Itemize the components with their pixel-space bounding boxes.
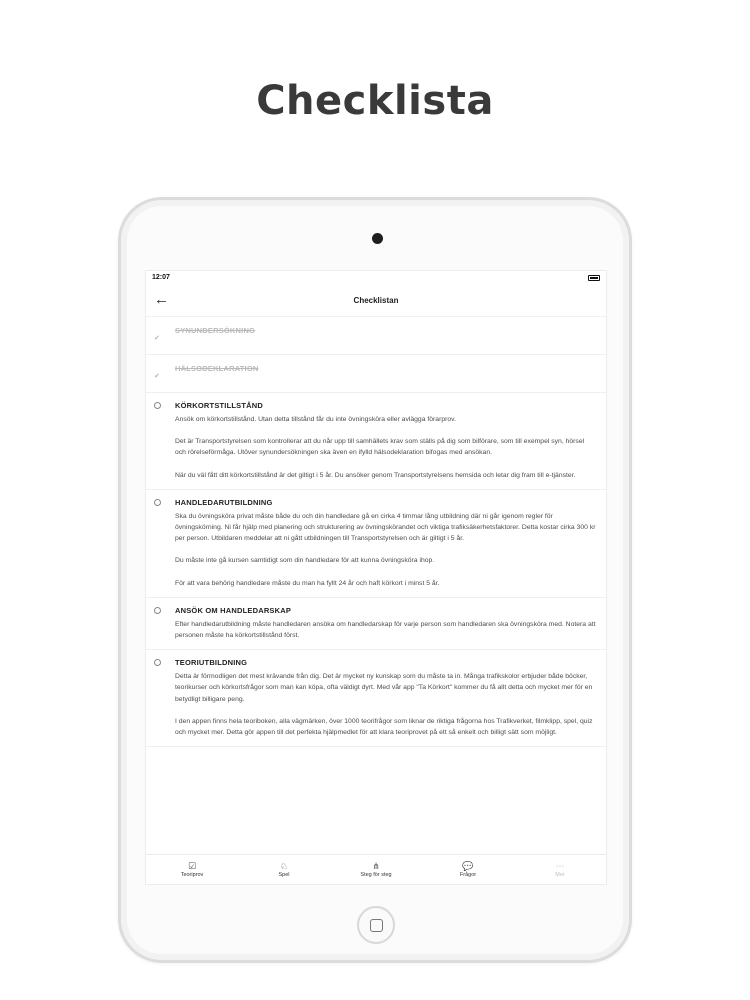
tab-label: Steg för steg <box>360 872 392 878</box>
checklist-item-korkortstillstand[interactable] <box>146 393 606 490</box>
item-paragraph: Ansök om körkortstillstånd. Utan detta tillstånd får du inte övningsköra eller avlägga förarprov. <box>175 416 456 423</box>
battery-icon <box>588 275 600 281</box>
tab-label: Frågor <box>459 872 477 878</box>
tab-fragor[interactable] <box>428 861 508 878</box>
checklist-item-handledarskap[interactable] <box>146 598 606 650</box>
mer-icon: ⋯ <box>555 861 565 871</box>
item-paragraph: I den appen finns hela teoriboken, alla vägmärken, över 1000 teorifrågor som liknar de riktiga frågorna hos Trafikverket, filmklipp, spel, quiz och mycket mer. Detta gör appen till det perfekta hjälpmedlet för att klara teoriprovet på ett så enkelt och billigt sätt som möjligt. <box>175 717 593 737</box>
checklist-item-synundersokning[interactable] <box>146 317 606 355</box>
status-bar <box>146 271 606 285</box>
item-paragraph: Detta är förmodligen det mest krävande från dig. Det är mycket ny kunskap som du måste ta in. Många trafikskolor erbjuder både böcker, teorikurser och körkortsfrågor som man kan köpa, ofta väldigt dyrt. Med vår app "Ta Körkort" kommer du få allt detta och mycket mer för en betydligt billigare peng. <box>175 673 593 703</box>
nav-title: Checklistan <box>353 296 399 305</box>
ipad-frame <box>118 197 632 963</box>
item-title: SYNUNDERSÖKNING <box>175 326 256 335</box>
unchecked-circle-icon[interactable] <box>154 499 161 506</box>
item-title: KÖRKORTSTILLSTÅND <box>175 401 263 410</box>
item-paragraph: När du väl fått ditt körkortstillstånd är det giltigt i 5 år. Du ansöker genom Transportstyrelsens hemsida och letar dig fram till e-tjänster. <box>175 471 576 479</box>
checklist-item-halsodeklaration[interactable] <box>146 355 606 393</box>
steg-icon: ⋔ <box>372 861 380 871</box>
page-headline: Checklista <box>256 78 494 124</box>
unchecked-circle-icon[interactable] <box>154 402 161 409</box>
camera-dot <box>372 233 383 244</box>
item-paragraph: Ska du övningsköra privat måste både du och din handledare gå en cirka 4 timmar lång utbildning där ni går igenom regler för övningskörning. Ni får hjälp med planering och strukturering av övningskörandet och viktiga trafiksäkerhetsfaktorer. Detta kostar cirka 300 kr per person. Utbildaren meddelar att ni gått utbildningen till Transportstyrelsen och är giltigt i 5 år. <box>175 512 596 543</box>
checked-icon[interactable]: ✔ <box>154 335 160 342</box>
spel-icon: ♘ <box>279 861 289 871</box>
checked-icon[interactable]: ✔ <box>154 373 160 380</box>
item-paragraph: Efter handledarutbildning måste handledaren ansöka om handledarskap för varje person som handledaren ska övningsköra med. Notera att personen måste ha körkortstillstånd först. <box>175 620 596 640</box>
item-title: HANDLEDARUTBILDNING <box>175 497 273 507</box>
unchecked-circle-icon[interactable] <box>154 659 161 666</box>
unchecked-circle-icon[interactable] <box>154 607 161 614</box>
teoriprov-icon: ☑ <box>187 861 197 871</box>
tab-teoriprov[interactable] <box>152 861 232 878</box>
home-button[interactable] <box>357 906 395 944</box>
item-paragraph: För att vara behörig handledare måste du man ha fyllt 24 år och haft körkort i minst 5 år. <box>175 579 440 587</box>
back-arrow-icon[interactable]: ← <box>154 291 169 308</box>
tab-label: Spel <box>278 872 290 878</box>
checklist-item-teoriutbildning[interactable] <box>146 650 606 747</box>
tab-label: Mer <box>555 872 565 878</box>
tab-mer[interactable] <box>520 861 600 878</box>
tab-spel[interactable] <box>244 861 324 878</box>
item-title: ANSÖK OM HANDLEDARSKAP <box>175 605 292 615</box>
tab-label: Teoriprov <box>180 872 204 878</box>
home-square-icon <box>370 919 383 932</box>
item-title: TEORIUTBILDNING <box>175 658 248 668</box>
status-time: 12:07 <box>152 274 170 281</box>
item-paragraph: Det är Transportstyrelsen som kontrollerar att du når upp till samhällets krav som ställs på dig som bilförare, som till exempel syn, hörsel och rörelseförmåga. Utöver synundersökningen ska även en ifylld hälsodeklaration bifogas med ansökan. <box>175 438 585 457</box>
tab-steg-for-steg[interactable] <box>336 861 416 878</box>
app-screen <box>145 270 607 885</box>
nav-bar <box>146 285 606 317</box>
checklist-item-handledarutbildning[interactable] <box>146 490 606 598</box>
checklist <box>146 317 606 842</box>
fragor-icon: 💬 <box>462 861 474 871</box>
item-title: HÄLSODEKLARATION <box>175 364 259 373</box>
tab-bar <box>146 854 606 884</box>
item-paragraph: Du måste inte gå kursen samtidigt som din handledare för att kunna övningsköra ihop. <box>175 557 435 565</box>
